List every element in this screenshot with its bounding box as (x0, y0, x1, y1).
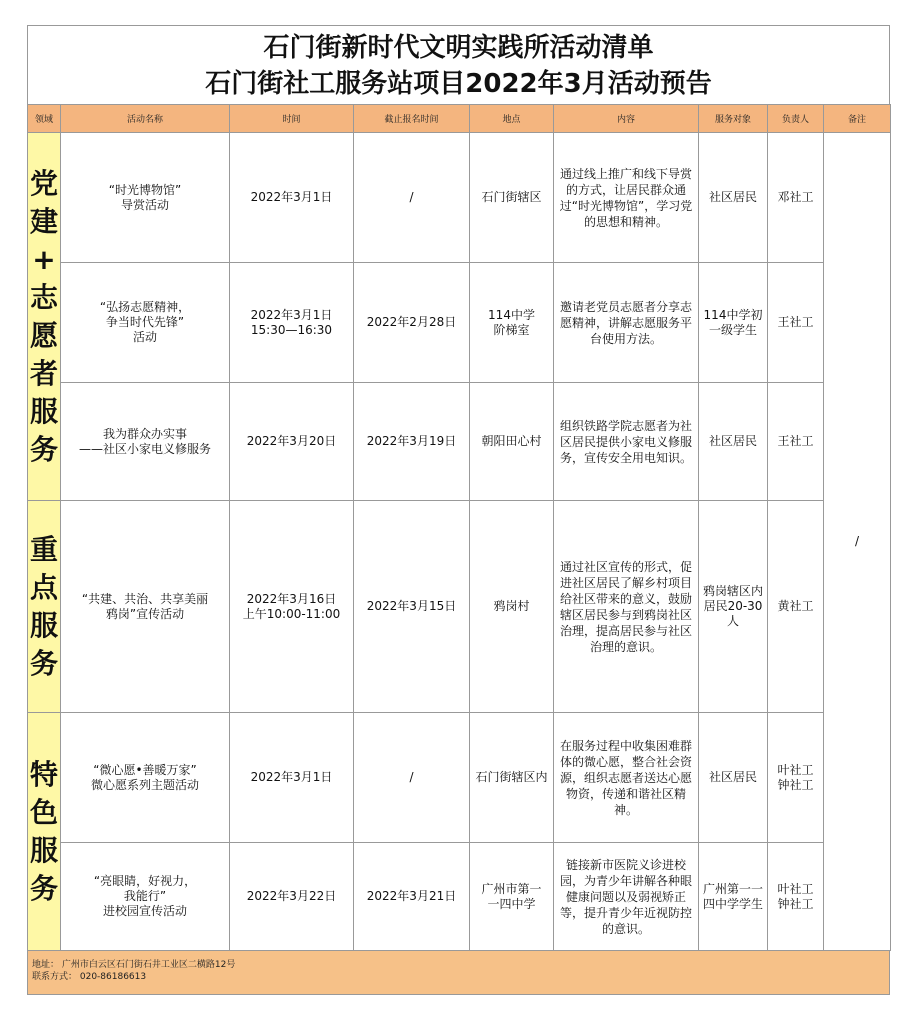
note-cell: / (824, 133, 891, 951)
activity-name: “弘扬志愿精神， 争当时代先锋” 活动 (61, 263, 230, 383)
header-activity-name: 活动名称 (61, 105, 230, 133)
table-row (28, 501, 891, 713)
domain-char: 务 (29, 871, 58, 905)
header-domain: 领域 (28, 105, 61, 133)
domain-char: 愿 (29, 318, 58, 352)
header-owner: 负责人 (768, 105, 824, 133)
domain-char: 务 (29, 646, 58, 680)
domain-cell-party-volunteer (28, 133, 61, 501)
header-target: 服务对象 (699, 105, 768, 133)
domain-char: 服 (29, 608, 58, 642)
header-time: 时间 (230, 105, 354, 133)
activity-deadline: / (354, 713, 470, 843)
sub-title: 石门街社工服务站项目2022年3月活动预告 (205, 69, 712, 99)
activity-table (27, 104, 891, 951)
footer-address: 地址： 广州市白云区石门街石井工业区二横路12号 (32, 960, 236, 970)
header-note: 备注 (824, 105, 891, 133)
activity-name: 我为群众办实事 ——社区小家电义修服务 (61, 383, 230, 501)
domain-char: 特 (29, 757, 58, 791)
activity-content: 邀请老党员志愿者分享志愿精神，讲解志愿服务平台使用方法。 (554, 263, 699, 383)
table-row (28, 713, 891, 843)
activity-target: 社区居民 (699, 383, 768, 501)
activity-content: 在服务过程中收集困难群体的微心愿，整合社会资源，组织志愿者送达心愿物资，传递和谐社区精神。 (554, 713, 699, 843)
activity-content: 链接新市医院义诊进校园，为青少年讲解各种眼健康问题以及弱视矫正等，提升青少年近视防控的意识。 (554, 843, 699, 951)
activity-content: 通过线上推广和线下导赏的方式，让居民群众通过“时光博物馆”，学习党的思想和精神。 (554, 133, 699, 263)
activity-time: 2022年3月16日 上午10:00-11:00 (230, 501, 354, 713)
activity-place: 石门街辖区 (470, 133, 554, 263)
activity-content: 组织铁路学院志愿者为社区居民提供小家电义修服务，宣传安全用电知识。 (554, 383, 699, 501)
activity-target: 社区居民 (699, 713, 768, 843)
activity-owner: 叶社工 钟社工 (768, 713, 824, 843)
activity-name: “微心愿•善暖万家” 微心愿系列主题活动 (61, 713, 230, 843)
domain-char: 服 (29, 833, 58, 867)
activity-place: 广州市第一 一四中学 (470, 843, 554, 951)
header-place: 地点 (470, 105, 554, 133)
activity-owner: 王社工 (768, 383, 824, 501)
activity-place: 鸦岗村 (470, 501, 554, 713)
activity-deadline: / (354, 133, 470, 263)
table-row (28, 133, 891, 263)
domain-cell-key-service (28, 501, 61, 713)
domain-char: 重 (29, 532, 58, 566)
header-content: 内容 (554, 105, 699, 133)
title-block (27, 25, 890, 104)
activity-sheet (27, 25, 890, 995)
activity-content: 通过社区宣传的形式，促进社区居民了解乡村项目给社区带来的意义，鼓励辖区居民参与到鸦岗社区治理，提高居民参与社区治理的意识。 (554, 501, 699, 713)
activity-time: 2022年3月1日 (230, 713, 354, 843)
domain-char: 建 (29, 204, 58, 238)
activity-place: 朝阳田心村 (470, 383, 554, 501)
activity-target: 114中学初一级学生 (699, 263, 768, 383)
main-title: 石门街新时代文明实践所活动清单 (263, 33, 654, 63)
header-deadline: 截止报名时间 (354, 105, 470, 133)
domain-char: 者 (29, 356, 58, 390)
activity-name: “共建、共治、共享美丽 鸦岗”宣传活动 (61, 501, 230, 713)
activity-deadline: 2022年3月15日 (354, 501, 470, 713)
table-row (28, 843, 891, 951)
footer-contact: 联系方式： 020-86186613 (32, 972, 147, 982)
activity-time: 2022年3月1日 15:30—16:30 (230, 263, 354, 383)
activity-name: “亮眼睛，好视力， 我能行” 进校园宣传活动 (61, 843, 230, 951)
domain-char: + (32, 242, 56, 276)
activity-deadline: 2022年3月19日 (354, 383, 470, 501)
activity-time: 2022年3月20日 (230, 383, 354, 501)
activity-deadline: 2022年3月21日 (354, 843, 470, 951)
table-row (28, 383, 891, 501)
activity-owner: 黄社工 (768, 501, 824, 713)
activity-owner: 叶社工 钟社工 (768, 843, 824, 951)
domain-char: 务 (29, 432, 58, 466)
activity-deadline: 2022年2月28日 (354, 263, 470, 383)
activity-owner: 邓社工 (768, 133, 824, 263)
activity-name: “时光博物馆” 导赏活动 (61, 133, 230, 263)
activity-owner: 王社工 (768, 263, 824, 383)
header-row (28, 105, 891, 133)
domain-char: 点 (29, 570, 58, 604)
footer-info (27, 951, 890, 995)
activity-target: 广州第一一四中学学生 (699, 843, 768, 951)
activity-target: 鸦岗辖区内居民20-30人 (699, 501, 768, 713)
domain-char: 色 (29, 795, 58, 829)
domain-char: 志 (29, 280, 58, 314)
table-row (28, 263, 891, 383)
domain-cell-feature-service (28, 713, 61, 951)
activity-time: 2022年3月22日 (230, 843, 354, 951)
domain-char: 服 (29, 394, 58, 428)
domain-char: 党 (29, 166, 58, 200)
activity-place: 石门街辖区内 (470, 713, 554, 843)
activity-place: 114中学 阶梯室 (470, 263, 554, 383)
activity-target: 社区居民 (699, 133, 768, 263)
activity-time: 2022年3月1日 (230, 133, 354, 263)
